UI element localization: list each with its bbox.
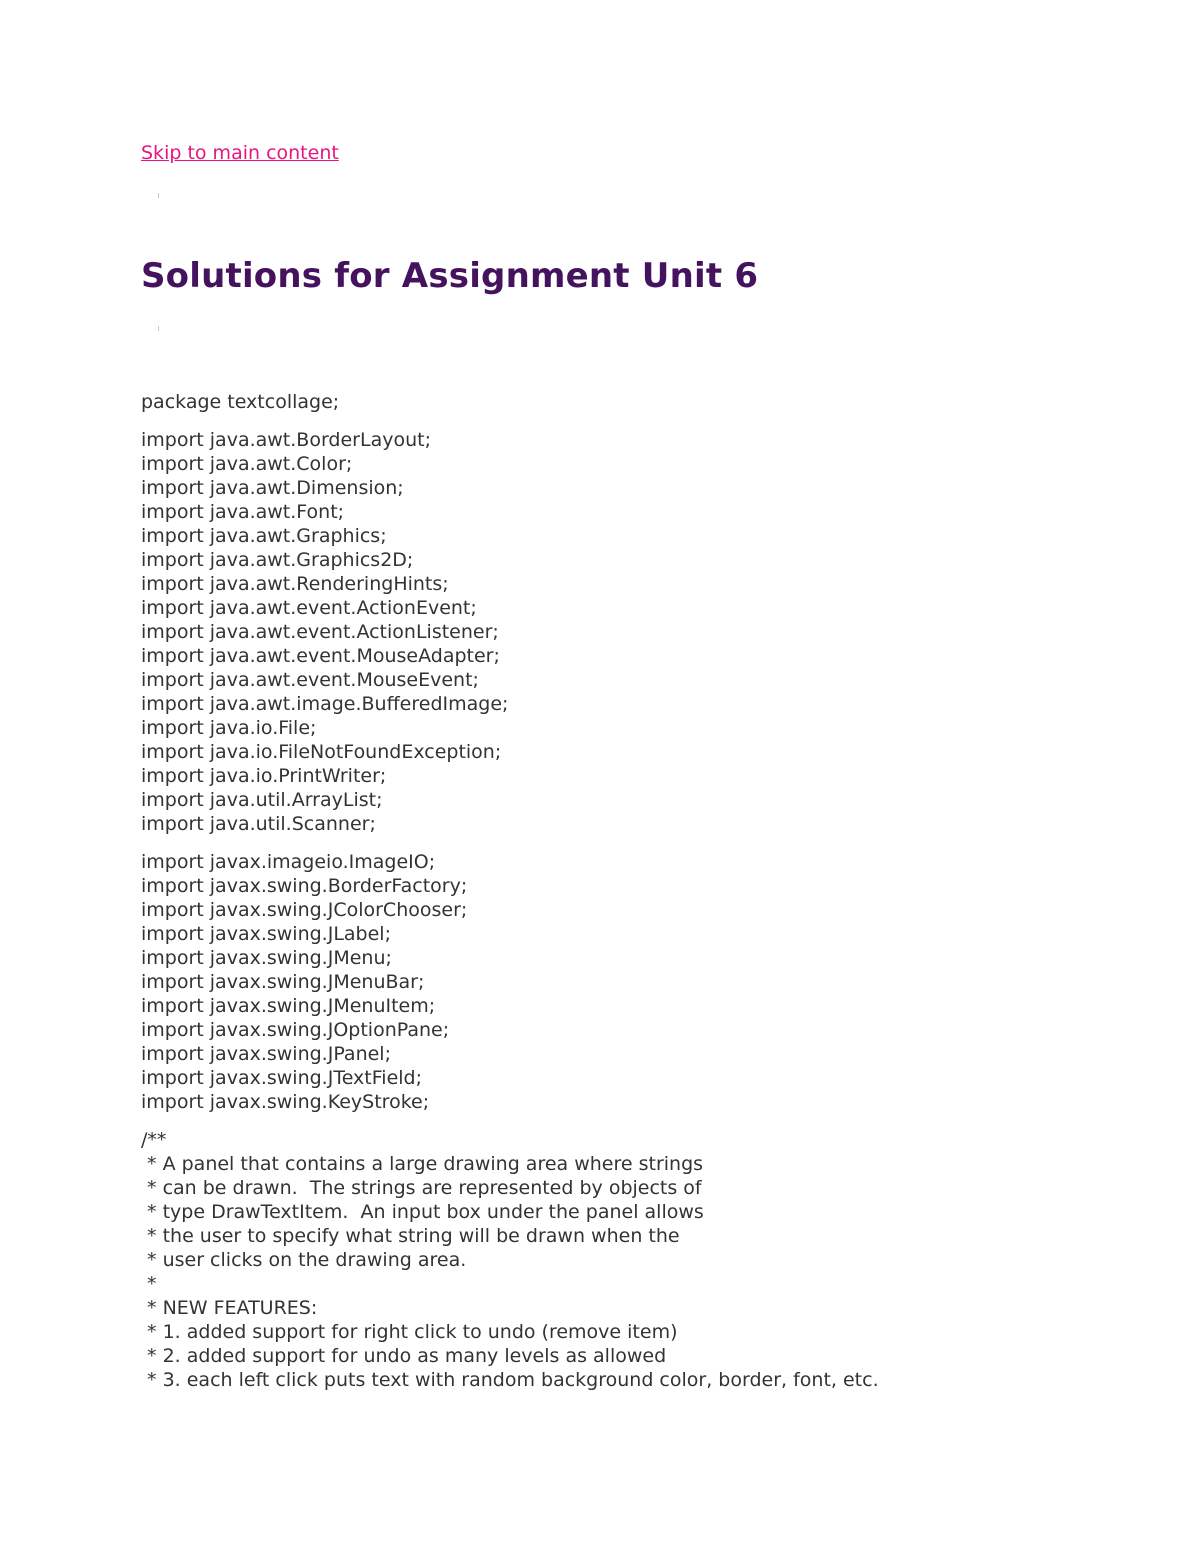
comment-line: * can be drawn. The strings are represented by objects of <box>141 1177 702 1199</box>
package-declaration: package textcollage; <box>141 391 340 413</box>
import-line: import java.awt.Font; <box>141 501 345 523</box>
import-line: import java.util.Scanner; <box>141 813 376 835</box>
import-line: import javax.imageio.ImageIO; <box>141 851 436 873</box>
import-line: import java.awt.event.MouseAdapter; <box>141 645 500 667</box>
comment-line: * the user to specify what string will be drawn when the <box>141 1225 680 1247</box>
comment-line: * type DrawTextItem. An input box under the panel allows <box>141 1201 704 1223</box>
import-line: import java.awt.Dimension; <box>141 477 404 499</box>
import-line: import java.io.PrintWriter; <box>141 765 387 787</box>
import-line: import java.util.ArrayList; <box>141 789 383 811</box>
import-line: import java.awt.Graphics2D; <box>141 549 414 571</box>
import-line: import java.io.File; <box>141 717 317 739</box>
class-doc-comment <box>141 1128 1141 1392</box>
import-line: import javax.swing.KeyStroke; <box>141 1091 430 1113</box>
comment-line: * 2. added support for undo as many levels as allowed <box>141 1345 667 1367</box>
divider-mark <box>158 193 159 198</box>
code-listing <box>141 390 1141 1392</box>
comment-line: * user clicks on the drawing area. <box>141 1249 467 1271</box>
import-line: import java.awt.event.ActionListener; <box>141 621 499 643</box>
import-line: import javax.swing.JOptionPane; <box>141 1019 450 1041</box>
divider-mark <box>158 326 159 331</box>
import-line: import java.awt.image.BufferedImage; <box>141 693 509 715</box>
import-line: import java.io.FileNotFoundException; <box>141 741 502 763</box>
comment-line: * 3. each left click puts text with random background color, border, font, etc. <box>141 1369 879 1391</box>
import-line: import java.awt.event.MouseEvent; <box>141 669 479 691</box>
import-line: import javax.swing.JColorChooser; <box>141 899 468 921</box>
import-line: import javax.swing.JPanel; <box>141 1043 391 1065</box>
comment-line: * <box>141 1273 157 1295</box>
comment-line: * A panel that contains a large drawing area where strings <box>141 1153 704 1175</box>
import-line: import java.awt.Color; <box>141 453 353 475</box>
import-line: import javax.swing.BorderFactory; <box>141 875 468 897</box>
skip-to-main-content-link[interactable]: Skip to main content <box>141 142 339 164</box>
import-line: import javax.swing.JMenuItem; <box>141 995 436 1017</box>
import-line: import java.awt.Graphics; <box>141 525 387 547</box>
import-line: import javax.swing.JTextField; <box>141 1067 423 1089</box>
import-line: import java.awt.event.ActionEvent; <box>141 597 477 619</box>
comment-line: /** <box>141 1129 167 1151</box>
javax-imports <box>141 850 1141 1114</box>
page-title: Solutions for Assignment Unit 6 <box>141 256 759 296</box>
comment-line: * NEW FEATURES: <box>141 1297 318 1319</box>
import-line: import java.awt.BorderLayout; <box>141 429 431 451</box>
import-line: import javax.swing.JMenu; <box>141 947 392 969</box>
import-line: import javax.swing.JLabel; <box>141 923 391 945</box>
awt-imports <box>141 428 1141 836</box>
import-line: import java.awt.RenderingHints; <box>141 573 449 595</box>
comment-line: * 1. added support for right click to undo (remove item) <box>141 1321 678 1343</box>
import-line: import javax.swing.JMenuBar; <box>141 971 425 993</box>
